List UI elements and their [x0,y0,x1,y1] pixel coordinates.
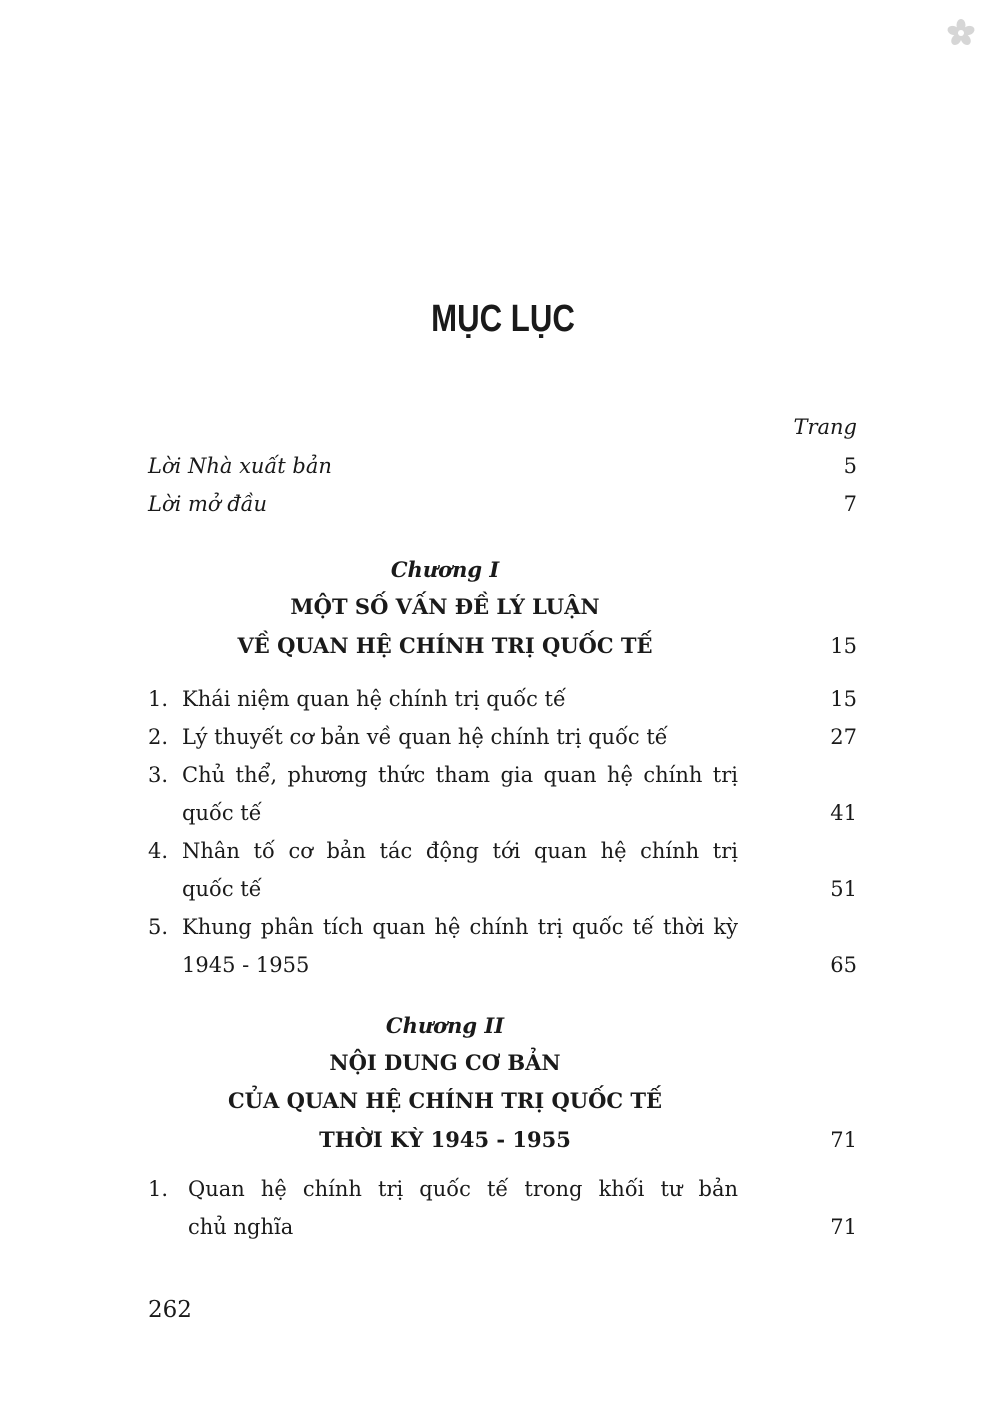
toc-page-number: 5 [843,454,857,478]
toc-front-label: Lời Nhà xuất bản [148,454,332,478]
item-text: 1945 - 1955 [182,953,310,977]
folio-page-number: 262 [148,1297,192,1323]
item-text: quốc tế [182,801,262,825]
chapter-title: VỀ QUAN HỆ CHÍNH TRỊ QUỐC TẾ [237,633,653,658]
toc-page-number: 15 [830,687,857,711]
page-title: MỤC LỤC [431,298,575,340]
chapter-label: Chương II [385,1013,505,1038]
item-text: quốc tế [182,877,262,901]
toc-page-number: 51 [830,877,857,901]
toc-front-label: Lời mở đầu [148,492,268,516]
item-text: Chủ thể, phương thức tham gia quan hệ chính trị [182,763,738,787]
item-number: 1. [148,687,169,711]
chapter-title: NỘI DUNG CƠ BẢN [329,1050,561,1075]
chapter-title: THỜI KỲ 1945 - 1955 [319,1127,571,1152]
item-number: 5. [148,915,169,939]
toc-page-number: 65 [830,953,857,977]
item-number: 2. [148,725,169,749]
item-text: Khái niệm quan hệ chính trị quốc tế [182,687,566,711]
item-number: 3. [148,763,169,787]
toc-page-number: 15 [830,634,857,658]
chapter-label: Chương I [390,557,500,582]
toc-page-number: 27 [830,725,857,749]
toc-page-number: 41 [830,801,857,825]
item-text: Nhân tố cơ bản tác động tới quan hệ chính trị [182,839,738,863]
chapter-title: CỦA QUAN HỆ CHÍNH TRỊ QUỐC TẾ [227,1088,663,1113]
toc-page-number: 7 [843,492,857,516]
item-text: Lý thuyết cơ bản về quan hệ chính trị quốc tế [182,725,668,749]
chapter-title: MỘT SỐ VẤN ĐỀ LÝ LUẬN [290,594,600,619]
item-number: 1. [148,1177,169,1201]
flower-watermark-icon [946,18,976,48]
page-column-header: Trang [793,415,857,439]
toc-page-number: 71 [830,1128,857,1152]
item-text: Khung phân tích quan hệ chính trị quốc tế thời kỳ [182,915,738,939]
item-text: Quan hệ chính trị quốc tế trong khối tư bản [188,1177,738,1201]
item-number: 4. [148,839,169,863]
toc-page-number: 71 [830,1215,857,1239]
item-text: chủ nghĩa [188,1215,294,1239]
